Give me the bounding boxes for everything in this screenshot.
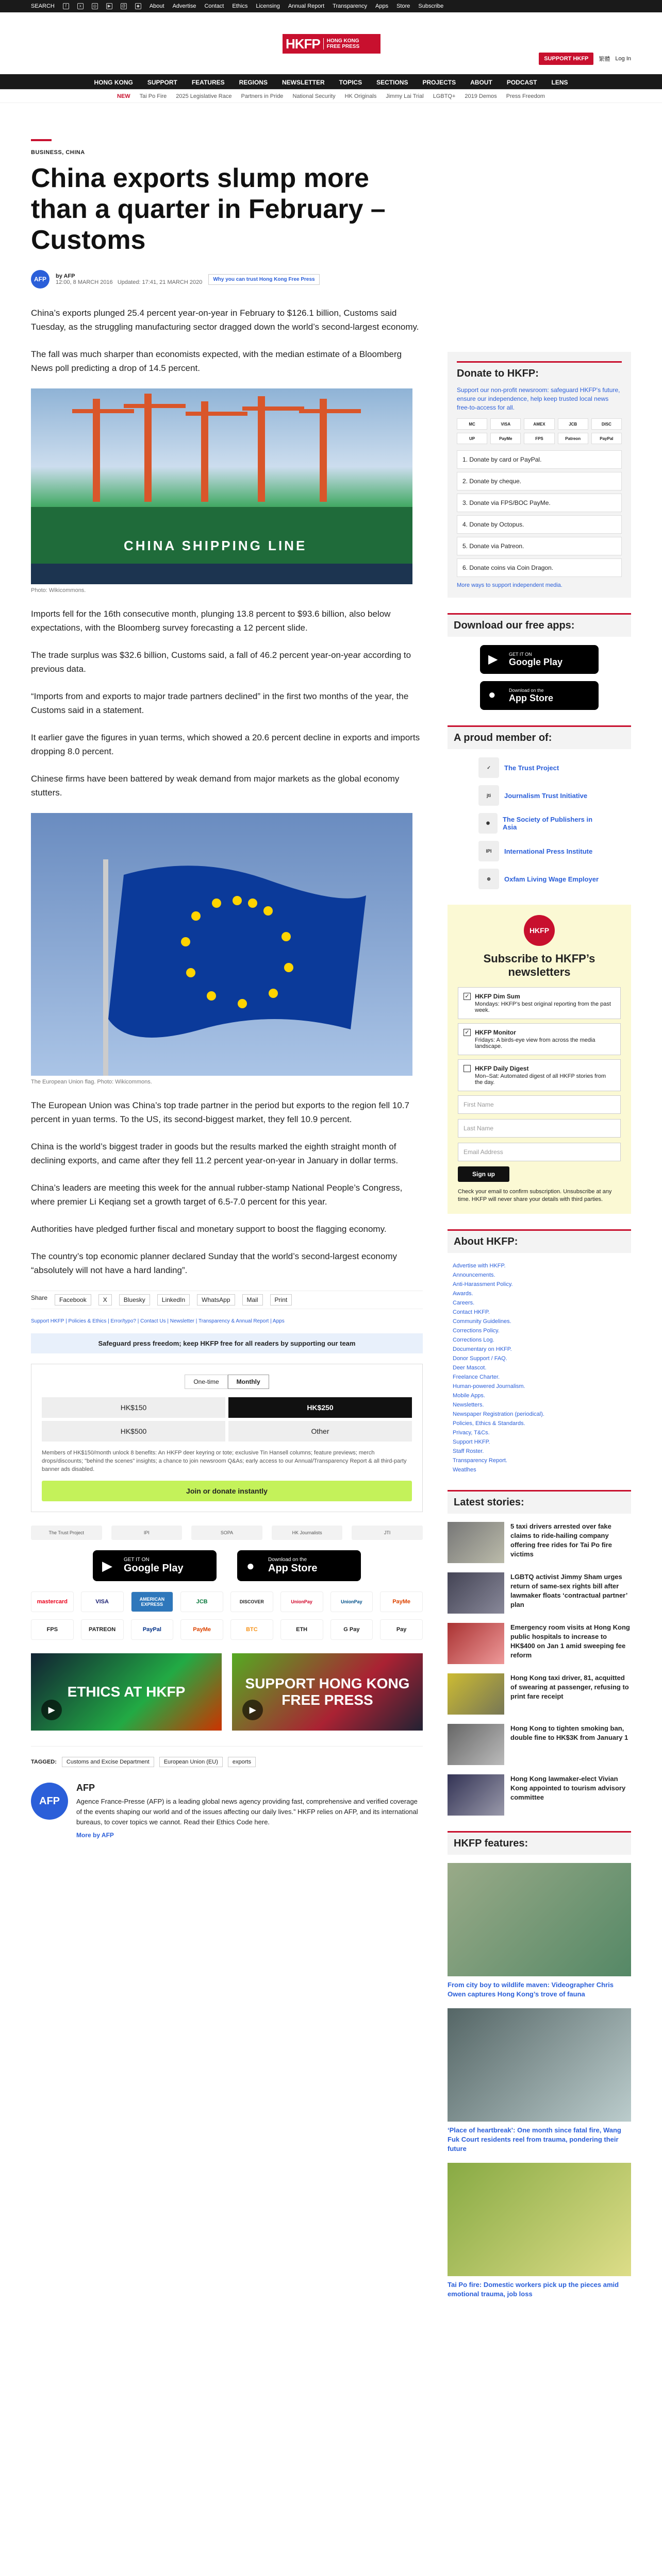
patreon-logo: PATREON: [81, 1619, 124, 1640]
tags-row: [31, 1746, 423, 1767]
author-avatar-large[interactable]: AFP: [31, 1783, 68, 1820]
article: [31, 139, 423, 1840]
member-name: Journalism Trust Initiative: [504, 791, 588, 800]
article-paragraph: “Imports from and exports to major trade partners declined” in the first two months of the year, the Customs said in a statement.: [31, 691, 409, 715]
support-video-promo[interactable]: [232, 1653, 423, 1731]
about-link[interactable]: Newsletters.: [453, 1402, 484, 1408]
bluesky-icon[interactable]: ◆: [135, 3, 141, 9]
author-box: [31, 1783, 423, 1840]
trending-link[interactable]: Jimmy Lai Trial: [386, 93, 424, 99]
article-title: China exports slump more than a quarter in February – Customs: [31, 163, 386, 255]
latest-story[interactable]: [448, 1774, 631, 1816]
about-link[interactable]: Corrections Log.: [453, 1337, 494, 1343]
member-benefits-note: Members of HK$150/month unlock 8 benefits: An HKFP deer keyring or tote; exclusive Tin Hansell columns; feature previews; merch drops/discounts; "behind the scenes" insights; a chance to join newsroom Q&As; early access to our Annual/Transparency Report & all third-party banner ads disabled.: [42, 1450, 407, 1472]
story-title: Hong Kong to tighten smoking ban, double fine to HK$3K from January 1: [510, 1724, 628, 1741]
jcb-logo: JCB: [180, 1591, 223, 1612]
trending-link[interactable]: LGBTQ+: [433, 93, 456, 99]
feature-story[interactable]: [448, 2163, 631, 2299]
discover-logo: DISCOVER: [230, 1591, 273, 1612]
login-link[interactable]: Log In: [615, 56, 631, 62]
store-small-text: GET IT ON: [124, 1557, 150, 1563]
hkfp-badge: HKFP: [524, 915, 555, 946]
promo-title: SUPPORT HONG KONG FREE PRESS: [245, 1675, 410, 1708]
author-link[interactable]: AFP: [63, 273, 75, 279]
payment-chip: PayMe: [490, 433, 521, 444]
payment-chip: PayPal: [591, 433, 622, 444]
eu-flag-illustration: [31, 813, 412, 1076]
member-logo[interactable]: [448, 841, 631, 861]
article-paragraph: Authorities have pledged further fiscal and monetary support to boost the flagging economy.: [31, 1224, 387, 1234]
trending-link[interactable]: Tai Po Fire: [139, 93, 167, 99]
store-name: App Store: [268, 1563, 318, 1574]
nav-hong-kong[interactable]: HONG KONG: [94, 79, 133, 86]
payment-chip: Patreon: [558, 433, 588, 444]
newsletter-note: Check your email to confirm subscription. Unsubscribe at any time. HKFP will never share your details with third parties.: [458, 1189, 612, 1202]
about-link[interactable]: Awards.: [453, 1291, 473, 1297]
feature-image: [448, 2163, 631, 2276]
trust-project-icon: ✓: [478, 757, 499, 778]
paypal-logo: PayPal: [131, 1619, 174, 1640]
story-thumbnail: [448, 1724, 504, 1765]
publish-date: 12:00, 8 MARCH 2016: [56, 279, 113, 285]
member-logo[interactable]: [448, 785, 631, 806]
ethereum-logo: ETH: [280, 1619, 323, 1640]
nav-newsletter[interactable]: NEWSLETTER: [282, 79, 325, 86]
about-link[interactable]: Donor Support / FAQ.: [453, 1355, 507, 1362]
google-play-button[interactable]: [480, 645, 599, 674]
youtube-icon[interactable]: ▶: [106, 3, 112, 9]
trending-link[interactable]: Press Freedom: [506, 93, 545, 99]
newsletter-name: HKFP Dim Sum: [475, 993, 520, 1000]
jti-badge[interactable]: JTI: [352, 1526, 423, 1540]
apps-widget: [448, 613, 631, 710]
story-thumbnail: [448, 1572, 504, 1614]
about-link[interactable]: Careers.: [453, 1300, 475, 1306]
latest-story[interactable]: [448, 1673, 631, 1715]
payme-logo: PayMe: [180, 1619, 223, 1640]
accent-rule: [31, 139, 52, 141]
visa-logo: VISA: [81, 1591, 124, 1612]
share-mail-button[interactable]: Mail: [242, 1294, 263, 1306]
app-store-buttons: [31, 1550, 423, 1581]
features-heading: HKFP features:: [448, 1831, 631, 1855]
story-title: Hong Kong lawmaker-elect Vivian Kong appointed to tourism advisory committee: [510, 1775, 626, 1801]
about-widget: [448, 1229, 631, 1475]
payment-chip: AMEX: [524, 418, 554, 430]
about-link[interactable]: Transparency Report.: [453, 1458, 507, 1464]
journalists-badge[interactable]: HK Journalists: [272, 1526, 343, 1540]
nav-regions[interactable]: REGIONS: [239, 79, 268, 86]
about-link[interactable]: Freelance Charter.: [453, 1374, 500, 1380]
more-ways-link[interactable]: More ways to support independent media.: [457, 582, 562, 588]
sidebar-payment-chips: [457, 418, 622, 444]
story-title: Emergency room visits at Hong Kong public hospitals to increase to HK$400 on Jan 1 amid sweeping fee reform: [510, 1623, 630, 1659]
promo-title: ETHICS AT HKFP: [67, 1684, 186, 1700]
share-bar: [31, 1291, 423, 1309]
feature-story[interactable]: [448, 1863, 631, 1999]
members-heading: A proud member of:: [448, 725, 631, 749]
about-link[interactable]: Weatlhes: [453, 1467, 476, 1473]
shipping-port-photo[interactable]: [31, 388, 412, 584]
topbar-advertise[interactable]: Advertise: [172, 3, 196, 9]
topbar-store[interactable]: Store: [396, 3, 410, 9]
trending-link[interactable]: HK Originals: [344, 93, 377, 99]
about-link[interactable]: Documentary on HKFP.: [453, 1346, 512, 1352]
updated-date: Updated: 17:41, 21 MARCH 2020: [117, 279, 203, 285]
article-paragraph: It earlier gave the figures in yuan terms, which showed a 20.6 percent decline in exports and imports dropping 8.0 percent.: [31, 733, 420, 756]
feature-title: Tai Po fire: Domestic workers pick up the pieces amid emotional trauma, job loss: [448, 2281, 619, 2298]
tag-link[interactable]: exports: [228, 1757, 256, 1767]
about-link[interactable]: Contact HKFP.: [453, 1309, 490, 1315]
trending-link[interactable]: National Security: [292, 93, 336, 99]
unionpay-logo: UnionPay: [280, 1591, 323, 1612]
author-bio: Agence France-Presse (AFP) is a leading global news agency providing fast, comprehensive and verified coverage of the events shaping our world and of the issues affecting our daily lives.” HKFP relies on AFP, and its international bureaus, to cover topics we cannot. Read their Ethics Code here.: [76, 1798, 418, 1826]
feature-image: [448, 1863, 631, 1976]
jti-icon: jti: [478, 785, 499, 806]
google-pay-logo: G Pay: [330, 1619, 373, 1640]
payment-chip: JCB: [558, 418, 588, 430]
store-small-text: Download on the: [509, 687, 544, 693]
signup-button[interactable]: Sign up: [458, 1166, 509, 1182]
app-store-button[interactable]: [237, 1550, 361, 1581]
about-link[interactable]: Newspaper Registration (periodical).: [453, 1411, 544, 1417]
nav-support[interactable]: SUPPORT: [147, 79, 177, 86]
cranes-illustration: [31, 388, 412, 584]
author-details: [76, 1783, 423, 1840]
donate-option[interactable]: 1. Donate by card or PayPal.: [457, 450, 622, 469]
story-title: Hong Kong taxi driver, 81, acquitted of swearing at passenger, refusing to print fare receipt: [510, 1674, 629, 1700]
apple-icon: ●: [246, 1558, 255, 1573]
ipi-badge[interactable]: IPI: [111, 1526, 183, 1540]
payme-logo: PayMe: [380, 1591, 423, 1612]
latest-widget: [448, 1490, 631, 1816]
unionpay-logo: UnionPay: [330, 1591, 373, 1612]
article-paragraph: The fall was much sharper than economists expected, with the median estimate of a Bloomberg News poll predicting a drop of 14.5 percent.: [31, 349, 402, 373]
article-paragraph: China is the world’s biggest trader in goods but the results marked the eighth straight month of declining exports, and came after they fell 11.2 percent year-on-year in January in dollar terms.: [31, 1142, 399, 1165]
newsletter-text: [475, 1029, 615, 1049]
story-thumbnail: [448, 1673, 504, 1715]
nav-about[interactable]: ABOUT: [470, 79, 492, 86]
member-name: Oxfam Living Wage Employer: [504, 875, 599, 883]
join-donate-button[interactable]: Join or donate instantly: [42, 1481, 412, 1501]
story-thumbnail: [448, 1623, 504, 1664]
google-play-icon: ▶: [488, 652, 498, 666]
email-field[interactable]: Email Address: [458, 1143, 621, 1161]
newsletter-widget: [448, 905, 631, 1214]
eu-flag-photo[interactable]: [31, 813, 412, 1076]
x-icon[interactable]: x: [77, 3, 84, 9]
donate-widget: [448, 352, 631, 598]
latest-story[interactable]: [448, 1623, 631, 1664]
trending-link[interactable]: Partners in Pride: [241, 93, 284, 99]
threads-icon[interactable]: @: [121, 4, 126, 8]
share-label: Share: [31, 1294, 48, 1301]
latest-heading: Latest stories:: [448, 1490, 631, 1514]
byline-text: [56, 273, 202, 285]
checkbox[interactable]: ✓: [464, 1029, 471, 1036]
about-link[interactable]: Policies, Ethics & Standards.: [453, 1420, 525, 1427]
about-list: [448, 1261, 631, 1475]
top-utility-bar: [0, 0, 662, 12]
sidebar: [448, 352, 631, 2308]
about-link[interactable]: Anti-Harassment Policy.: [453, 1281, 513, 1287]
features-widget: [448, 1831, 631, 2299]
logo-subtitle: [323, 38, 359, 49]
instagram-icon[interactable]: ◎: [92, 3, 98, 9]
newsletter-text: [475, 1065, 615, 1086]
about-heading: About HKFP:: [448, 1229, 631, 1253]
more-by-author-link[interactable]: More by AFP: [76, 1832, 114, 1839]
ethics-video-promo[interactable]: [31, 1653, 222, 1731]
member-logo[interactable]: [448, 813, 631, 834]
nav-features[interactable]: FEATURES: [191, 79, 225, 86]
share-x-button[interactable]: X: [98, 1294, 112, 1306]
play-icon[interactable]: ▶: [41, 1700, 62, 1720]
amount-options: [42, 1397, 412, 1442]
member-logo[interactable]: [448, 869, 631, 889]
feature-title: ‘Place of heartbreak’: One month since fatal fire, Wang Fuk Court residents reel from trauma, pondering their future: [448, 2126, 621, 2153]
nav-projects[interactable]: PROJECTS: [422, 79, 456, 86]
story-title: 5 taxi drivers arrested over fake claims to ride-hailing company offering free rides for Tai Po fire victims: [510, 1522, 612, 1558]
nav-topics[interactable]: TOPICS: [339, 79, 362, 86]
search-link[interactable]: SEARCH: [31, 3, 55, 9]
topbar-contact[interactable]: Contact: [204, 3, 224, 9]
facebook-icon[interactable]: f: [63, 3, 69, 9]
photo-caption: Photo: Wikicommons.: [31, 587, 86, 594]
donate-intro[interactable]: Support our non-profit newsroom: safeguard HKFP's future, ensure our independence, help keep trusted local news free-to-access for all.: [457, 386, 620, 411]
donate-option[interactable]: 2. Donate by cheque.: [457, 472, 622, 490]
article-paragraph: The trade surplus was $32.6 billion, Customs said, a fall of 46.2 percent year-on-year according to previous data.: [31, 650, 411, 674]
amount-option[interactable]: HK$250: [228, 1397, 412, 1418]
trust-project-badge[interactable]: The Trust Project: [31, 1526, 102, 1540]
nav-lens[interactable]: LENS: [551, 79, 568, 86]
story-thumbnail: [448, 1522, 504, 1563]
topbar-annual-report[interactable]: Annual Report: [288, 3, 325, 9]
topbar-apps[interactable]: Apps: [375, 3, 389, 9]
author-avatar[interactable]: AFP: [31, 270, 49, 289]
google-play-icon: ▶: [102, 1558, 112, 1573]
newsletter-heading: Subscribe to HKFP’s newsletters: [483, 952, 595, 978]
donate-heading: Donate to HKFP:: [457, 361, 622, 380]
amount-option[interactable]: HK$500: [42, 1421, 225, 1442]
newsletter-name: HKFP Daily Digest: [475, 1065, 529, 1072]
article-paragraph: The country’s top economic planner declared Sunday that the world’s second-largest economy “absolutely will not have a hard landing”.: [31, 1251, 397, 1275]
member-name: The Trust Project: [504, 764, 559, 772]
first-name-field[interactable]: First Name: [458, 1095, 621, 1114]
mastercard-logo: mastercard: [31, 1591, 74, 1612]
newsletter-name: HKFP Monitor: [475, 1029, 516, 1036]
store-small-text: GET IT ON: [509, 651, 532, 657]
article-paragraph: Imports fell for the 16th consecutive month, plunging 13.8 percent to $93.6 billion, also below expectations, with the Bloomberg survey forecasting a 12 percent slide.: [31, 609, 391, 633]
footer-links[interactable]: Support HKFP | Policies & Ethics | Error/typo? | Contact Us | Newsletter | Transparency & Annual Report | Apps: [31, 1318, 285, 1324]
sopa-icon: ✺: [478, 813, 498, 834]
topbar-licensing[interactable]: Licensing: [256, 3, 280, 9]
member-name: The Society of Publishers in Asia: [502, 816, 593, 831]
newsletter-desc: Mondays: HKFP’s best original reporting from the past week.: [475, 1001, 611, 1013]
last-name-field[interactable]: Last Name: [458, 1119, 621, 1138]
oxfam-icon: ⊕: [478, 869, 499, 889]
frequency-toggle: [42, 1375, 412, 1389]
amount-option[interactable]: HK$150: [42, 1397, 225, 1418]
article-paragraph: Chinese firms have been battered by weak demand from major markets as the global economy stutters.: [31, 774, 400, 798]
newsletter-desc: Fridays: A birds-eye view from across the media landscape.: [475, 1037, 595, 1049]
store-small-text: Download on the: [268, 1557, 307, 1563]
apple-pay-logo: Pay: [380, 1619, 423, 1640]
store-name: Google Play: [124, 1563, 184, 1574]
feature-story[interactable]: [448, 2008, 631, 2154]
nav-podcast[interactable]: PODCAST: [506, 79, 537, 86]
article-category[interactable]: BUSINESS, CHINA: [31, 149, 85, 156]
print-button[interactable]: Print: [270, 1294, 292, 1306]
site-header: [0, 12, 662, 74]
payment-chip: DISC: [591, 418, 622, 430]
ipi-icon: IPI: [478, 841, 499, 861]
new-label: NEW: [117, 93, 130, 99]
story-title: LGBTQ activist Jimmy Sham urges return of same-sex rights bill after lawmaker floats ‘contractual partner’ plan: [510, 1573, 627, 1608]
google-play-button[interactable]: [93, 1550, 217, 1581]
donation-widget: [31, 1364, 423, 1512]
share-linkedin-button[interactable]: LinkedIn: [157, 1294, 190, 1306]
store-name: Google Play: [509, 656, 563, 667]
topbar-about[interactable]: About: [149, 3, 164, 9]
payment-chip: MC: [457, 418, 487, 430]
about-link[interactable]: Support HKFP.: [453, 1439, 490, 1445]
payment-methods: [31, 1591, 423, 1640]
donate-option[interactable]: 6. Donate coins via Coin Dragon.: [457, 558, 622, 577]
bitcoin-logo: BTC: [230, 1619, 273, 1640]
safeguard-banner[interactable]: Safeguard press freedom; keep HKFP free for all readers by supporting our team: [31, 1333, 423, 1353]
share-facebook-button[interactable]: Facebook: [55, 1294, 91, 1306]
logo-text: HKFP: [286, 36, 320, 52]
trending-link[interactable]: 2019 Demos: [465, 93, 497, 99]
trending-bar: [0, 90, 662, 103]
member-name: International Press Institute: [504, 847, 593, 855]
language-toggle[interactable]: 繁體: [599, 56, 610, 62]
sopa-badge[interactable]: SOPA: [191, 1526, 262, 1540]
about-link[interactable]: Corrections Policy.: [453, 1328, 500, 1334]
checkbox[interactable]: ✓: [464, 993, 471, 1000]
newsletter-text: [475, 993, 615, 1013]
amount-option[interactable]: Other: [228, 1421, 412, 1442]
tagged-label: TAGGED:: [31, 1759, 57, 1765]
author-name: by AFP: [56, 273, 75, 279]
hkfp-logo[interactable]: [283, 34, 380, 54]
ship-hull-text: CHINA SHIPPING LINE: [124, 538, 307, 553]
donate-option[interactable]: 5. Donate via Patreon.: [457, 537, 622, 555]
share-whatsapp-button[interactable]: WhatsApp: [197, 1294, 235, 1306]
payment-chip: FPS: [524, 433, 554, 444]
trust-badge-link[interactable]: Why you can trust Hong Kong Free Press: [208, 274, 319, 285]
latest-story[interactable]: [448, 1522, 631, 1563]
amex-logo: AMERICAN EXPRESS: [131, 1591, 174, 1612]
members-widget: [448, 725, 631, 889]
feature-image: [448, 2008, 631, 2122]
about-link[interactable]: Community Guidelines.: [453, 1318, 511, 1325]
article-paragraph: China’s leaders are meeting this week for the annual rubber-stamp National People’s Congress, where premier Li Keqiang set a growth target of 6.5-7.0 percent for this year.: [31, 1183, 403, 1207]
about-link[interactable]: Announcements.: [453, 1272, 495, 1278]
dates: [56, 279, 202, 285]
photo-caption: The European Union flag. Photo: Wikicommons.: [31, 1079, 152, 1085]
checkbox[interactable]: [464, 1065, 471, 1072]
feature-title: From city boy to wildlife maven: Videographer Chris Owen captures Hong Kong’s trove of fauna: [448, 1981, 614, 1998]
byline: [31, 270, 423, 289]
story-thumbnail: [448, 1774, 504, 1816]
about-link[interactable]: Staff Roster.: [453, 1448, 484, 1454]
donate-option[interactable]: 3. Donate via FPS/BOC PayMe.: [457, 494, 622, 512]
store-name: App Store: [509, 692, 554, 703]
article-paragraph: China’s exports plunged 25.4 percent year-on-year in February to $126.1 billion, Customs said Tuesday, as the struggling manufacturing sector dragged down the world’s second-largest economy.: [31, 308, 419, 332]
fps-logo: FPS: [31, 1619, 74, 1640]
article-paragraph: The European Union was China’s top trade partner in the period but exports to the region fell 10.7 percent in yuan terms. To the US, its second-biggest market, they fell 10.9 percent.: [31, 1100, 409, 1124]
about-link[interactable]: Human-powered Journalism.: [453, 1383, 525, 1389]
play-icon[interactable]: ▶: [242, 1700, 263, 1720]
about-link[interactable]: Privacy, T&Cs.: [453, 1430, 490, 1436]
main-navigation: [0, 74, 662, 90]
about-link[interactable]: Advertise with HKFP.: [453, 1263, 506, 1269]
member-logo[interactable]: [448, 757, 631, 778]
app-store-button[interactable]: [480, 681, 599, 710]
newsletter-option[interactable]: [458, 987, 621, 1019]
monthly-tab[interactable]: Monthly: [228, 1375, 269, 1389]
newsletter-option[interactable]: [458, 1023, 621, 1055]
apple-icon: ●: [488, 688, 496, 702]
trending-link[interactable]: 2025 Legislative Race: [176, 93, 232, 99]
about-link[interactable]: Deer Mascot.: [453, 1365, 487, 1371]
video-promos: [31, 1653, 423, 1731]
latest-story[interactable]: [448, 1572, 631, 1614]
membership-badges: [31, 1526, 423, 1540]
donate-option[interactable]: 4. Donate by Octopus.: [457, 515, 622, 534]
author-box-name[interactable]: AFP: [76, 1783, 95, 1793]
topbar-ethics[interactable]: Ethics: [232, 3, 248, 9]
tag-link[interactable]: Customs and Excise Department: [62, 1757, 154, 1767]
logo-sub-2: FREE PRESS: [326, 44, 360, 49]
apps-heading: Download our free apps:: [448, 613, 631, 637]
share-bluesky-button[interactable]: Bluesky: [119, 1294, 150, 1306]
topbar-subscribe[interactable]: Subscribe: [418, 3, 444, 9]
support-hkfp-button[interactable]: SUPPORT HKFP: [539, 53, 593, 65]
about-link[interactable]: Mobile Apps.: [453, 1393, 485, 1399]
topbar-transparency[interactable]: Transparency: [333, 3, 367, 9]
payment-chip: VISA: [490, 418, 521, 430]
logo-sub-1: HONG KONG: [326, 38, 359, 44]
nav-sections[interactable]: SECTIONS: [376, 79, 408, 86]
latest-story[interactable]: [448, 1724, 631, 1765]
header-actions: [539, 53, 631, 65]
newsletter-option[interactable]: [458, 1059, 621, 1091]
one-time-tab[interactable]: One-time: [185, 1375, 227, 1389]
newsletter-desc: Mon–Sat: Automated digest of all HKFP stories from the day.: [475, 1073, 606, 1086]
payment-chip: UP: [457, 433, 487, 444]
tag-link[interactable]: European Union (EU): [159, 1757, 223, 1767]
